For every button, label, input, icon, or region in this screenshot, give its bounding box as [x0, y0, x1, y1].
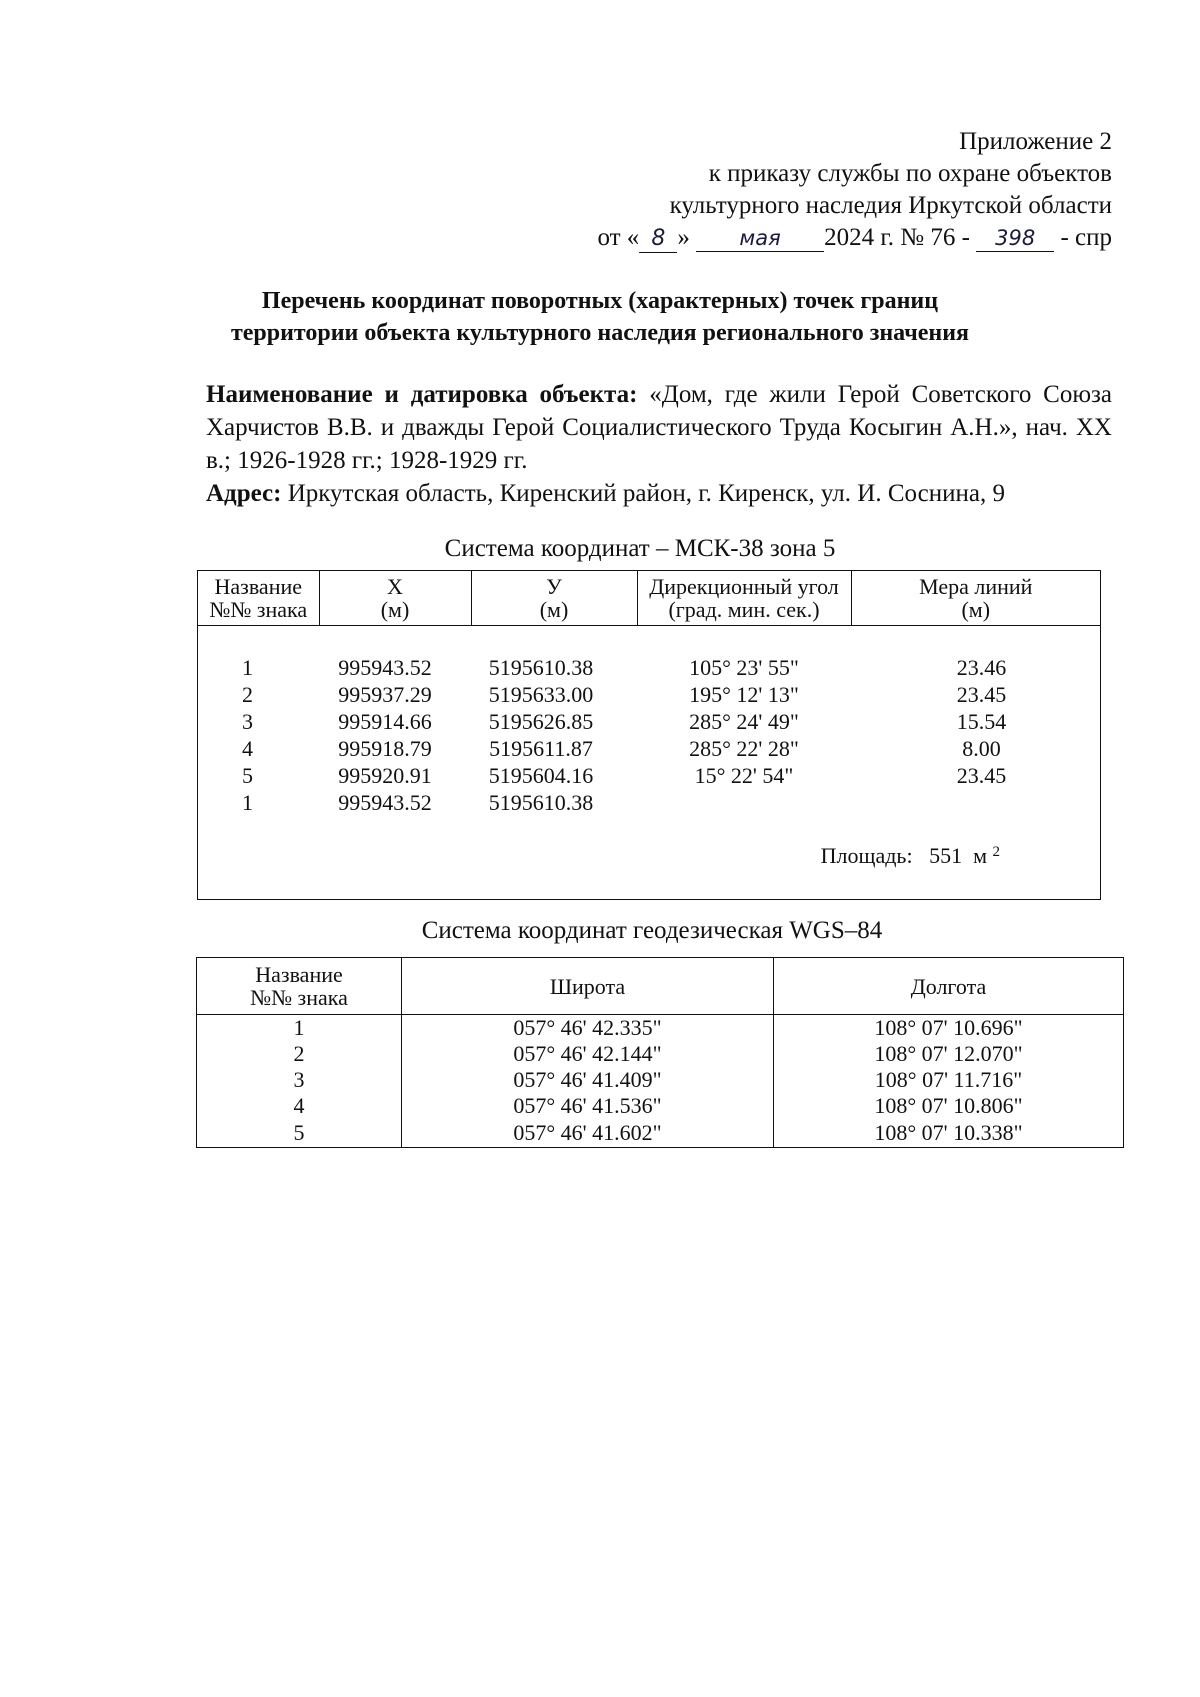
longitude-cell: 108° 07' 10.338" — [774, 1119, 1124, 1148]
wgs-table-caption: Система координат геодезическая WGS–84 — [421, 917, 883, 944]
object-name-label: Наименование и датировка объекта: — [206, 381, 638, 408]
point-number-cell: 1 — [242, 790, 253, 815]
msk-table-caption: Система координат – МСК-38 зона 5 — [444, 535, 836, 562]
line-length-cell: 23.46 — [956, 655, 1007, 680]
x-coordinate-cell: 995943.52 — [338, 655, 432, 680]
header-point-number: Название №№ знака — [197, 958, 402, 1015]
order-close-quote: » — [677, 224, 690, 251]
longitude-cell: 108° 07' 11.716" — [774, 1067, 1124, 1093]
header-longitude: Долгота — [774, 958, 1124, 1015]
order-day-handwritten: 8 — [639, 226, 677, 253]
wgs-coordinates-table — [196, 957, 1124, 1148]
direction-angle-cell — [637, 789, 851, 816]
direction-angle-cell: 285° 24' 49" — [689, 709, 799, 734]
order-year-text: 2024 г. № 76 - — [824, 224, 970, 251]
header-point-number: Название №№ знака — [198, 571, 319, 626]
order-prefix: от « — [597, 224, 640, 251]
line-length-cell: 23.45 — [956, 682, 1007, 707]
y-coordinate-cell: 5195610.38 — [488, 790, 594, 815]
table-row — [198, 654, 1100, 681]
longitude-cell: 108° 07' 10.696" — [774, 1015, 1124, 1042]
y-coordinate-cell: 5195626.85 — [488, 709, 594, 734]
table-row — [197, 1093, 1124, 1119]
line-length-cell: 15.54 — [956, 709, 1007, 734]
x-coordinate-cell: 995918.79 — [338, 736, 432, 761]
y-coordinate-cell: 5195604.16 — [488, 763, 594, 788]
table-header-row — [197, 958, 1124, 1015]
appendix-header — [597, 126, 1112, 254]
object-name-value: «Дом, где жили Герой Советского Союза Харчистов В.В. и дважды Герой Социалистического Труда Косыгин А.Н.», нач. XX в.; 1926-1928 гг.; 1928-1929 гг. — [206, 381, 1113, 474]
point-number-cell: 5 — [197, 1119, 402, 1148]
title-line-1: Перечень координат поворотных (характерных) точек границ — [261, 288, 939, 314]
msk-coordinates-table — [197, 570, 1101, 900]
header-latitude: Широта — [402, 958, 774, 1015]
address-paragraph — [206, 477, 1112, 510]
table-row — [198, 708, 1100, 735]
direction-angle-cell: 15° 22' 54" — [694, 763, 794, 788]
longitude-cell: 108° 07' 12.070" — [774, 1041, 1124, 1067]
point-number-cell: 1 — [197, 1015, 402, 1042]
point-number-cell: 4 — [197, 1093, 402, 1119]
document-title — [0, 285, 1200, 349]
table-row — [198, 762, 1100, 789]
latitude-cell: 057° 46' 42.335" — [402, 1015, 774, 1042]
area-unit-superscript: 2 — [992, 844, 1000, 860]
point-number-cell: 3 — [197, 1067, 402, 1093]
area-label: Площадь: — [820, 843, 913, 868]
point-number-cell: 1 — [242, 655, 253, 680]
latitude-cell: 057° 46' 41.409" — [402, 1067, 774, 1093]
table-row — [197, 1015, 1124, 1042]
x-coordinate-cell: 995943.52 — [338, 790, 432, 815]
direction-angle-cell: 195° 12' 13" — [689, 682, 799, 707]
header-x: X (м) — [319, 571, 471, 626]
latitude-cell: 057° 46' 41.536" — [402, 1093, 774, 1119]
header-y: У (м) — [471, 571, 637, 626]
direction-angle-cell: 105° 23' 55" — [689, 655, 799, 680]
y-coordinate-cell: 5195611.87 — [489, 736, 593, 761]
point-number-cell: 5 — [242, 763, 253, 788]
y-coordinate-cell: 5195633.00 — [488, 682, 594, 707]
latitude-cell: 057° 46' 42.144" — [402, 1041, 774, 1067]
order-suffix: - спр — [1060, 224, 1112, 251]
line-length-cell: 8.00 — [962, 736, 1001, 761]
longitude-cell: 108° 07' 10.806" — [774, 1093, 1124, 1119]
table-row — [198, 681, 1100, 708]
line-length-cell — [851, 789, 1100, 816]
address-label: Адрес: — [206, 480, 282, 507]
table-row — [197, 1041, 1124, 1067]
x-coordinate-cell: 995920.91 — [338, 763, 432, 788]
order-month-handwritten: мая — [696, 225, 824, 252]
area-number: 551 — [929, 843, 963, 868]
order-reference-line-1: к приказу службы по охране объектов — [708, 160, 1112, 187]
table-row — [197, 1119, 1124, 1148]
latitude-cell: 057° 46' 41.602" — [402, 1119, 774, 1148]
point-number-cell: 2 — [242, 682, 253, 707]
direction-angle-cell: 285° 22' 28" — [689, 736, 799, 761]
line-length-cell: 23.45 — [956, 763, 1007, 788]
point-number-cell: 3 — [242, 709, 253, 734]
area-unit: м — [973, 843, 987, 868]
header-direction-angle: Дирекционный угол (град. мин. сек.) — [637, 571, 851, 626]
table-row — [198, 735, 1100, 762]
order-reference-line-2: культурного наследия Иркутской области — [669, 192, 1112, 219]
point-number-cell: 4 — [242, 736, 253, 761]
table-header-row — [198, 571, 1100, 626]
object-description — [206, 378, 1112, 510]
address-value: Иркутская область, Киренский район, г. Киренск, ул. И. Соснина, 9 — [287, 480, 1005, 507]
order-date-number — [597, 222, 1112, 254]
table-row — [197, 1067, 1124, 1093]
order-number-handwritten: 398 — [976, 225, 1054, 252]
y-coordinate-cell: 5195610.38 — [488, 655, 594, 680]
object-name-paragraph — [206, 378, 1112, 477]
appendix-label: Приложение 2 — [959, 128, 1112, 155]
header-line-length: Мера линий (м) — [851, 571, 1100, 626]
area-value — [821, 843, 1000, 869]
x-coordinate-cell: 995937.29 — [338, 682, 432, 707]
x-coordinate-cell: 995914.66 — [338, 709, 432, 734]
title-line-2: территории объекта культурного наследия регионального значения — [230, 320, 970, 346]
table-row — [198, 789, 1100, 816]
point-number-cell: 2 — [197, 1041, 402, 1067]
